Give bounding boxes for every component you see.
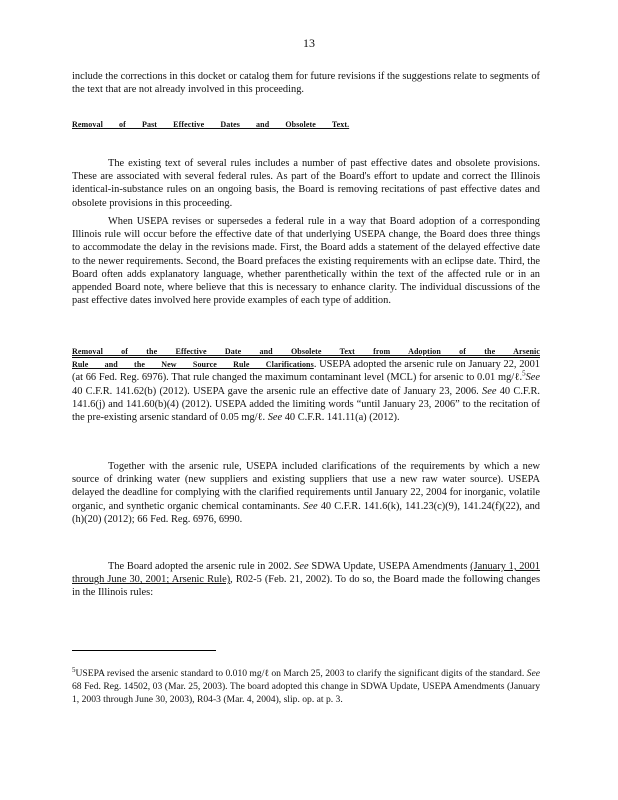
paragraph-arsenic-rule: Removal of the Effective Date and Obsolete Text from Adoption of the Arsenic Rule and the New Source Rule Clarifications. USEPA adopted the arsenic rule on January 22, 2001 (at 66 Fed. Reg. 6976). That rule changed the maximum contaminant level (MCL) for arsenic to 0.01 mg/ℓ.$^5$See 40 C.F.R. 141.62(b) (2012). USEPA gave the arsenic rule an effective date of January 23, 2006. See 40 C.F.R. 141.6(j) and 141.60(b)(4) (2012). USEPA added the limiting words “until January 23, 2006” to the recitation of the pre-existing arsenic standard of 0.05 mg/ℓ. See 40 C.F.R. 141.11(a) (2012).: [72, 347, 540, 424]
section-heading-arsenic-rule: Removal of the Effective Date and Obsolete Text from Adoption of the Arsenic Rule and the New Source Rule Clarifications: [72, 347, 540, 370]
section-heading-past-effective-dates: Removal of Past Effective Dates and Obsolete Text.: [72, 120, 350, 129]
footnote-number: 5: [72, 665, 76, 674]
heading-underline-rule: [72, 357, 540, 358]
footnote-separator: [72, 650, 216, 651]
footnote-reference: 5: [522, 369, 526, 378]
footnote: $^5$USEPA revised the arsenic standard to 0.010 mg/ℓ on March 25, 2003 to clarify the significant digits of the standard. See 68 Fed. Reg. 14502, 03 (Mar. 25, 2003). The board adopted this change in SDWA Update, USEPA Amendments (January 1, 2003 through June 30, 2003), R04-3 (Mar. 4, 2004), slip. op. at p. 3.: [72, 665, 540, 705]
paragraph-new-source-clarifications: Together with the arsenic rule, USEPA included clarifications of the requirements by which a new source of drinking water (new suppliers and existing suppliers that use a new raw water source). USEPA delayed the deadline for complying with the clarified requirements until January 22, 2004 for inorganic, volatile organic, and synthetic organic chemical contaminants. See 40 C.F.R. 141.6(k), 141.23(c)(9), 141.24(f)(22), and (h)(20) (2012); 66 Fed. Reg. 6976, 6990.: [72, 461, 541, 525]
paragraph-board-adopted: The Board adopted the arsenic rule in 2002. See SDWA Update, USEPA Amendments (January 1, 2001 through June 30, 2001; Arsenic Rule), R02-5 (Feb. 21, 2002). To do so, the Board made the following changes in the Illinois rules:: [72, 561, 541, 599]
paragraph-usepa-revises: When USEPA revises or supersedes a federal rule in a way that Board adoption of a corresponding Illinois rule will occur before the effective date of that underlying USEPA change, the Board does three things to accommodate the delay in the revisions made. First, the Board adds a statement of the delayed effective date to the newer requirements. Second, the Board prefaces the existing requirements with an eclipse date. Third, the Board often adds explanatory language, whether parenthetically within the text of the affected rule or in an appended Board note, where believe that this is necessary to enhance clarity. The individual discussions of the past effective dates involved here provide examples of each type of addition.: [72, 216, 540, 307]
page-number: 13: [303, 36, 315, 50]
intro-paragraph: include the corrections in this docket or catalog them for future revisions if the suggestions relate to segments of the text that are not already involved in this proceeding.: [72, 71, 540, 96]
paragraph-existing-text: The existing text of several rules includes a number of past effective dates and obsolete provisions. These are associated with several federal rules. As part of the Board's effort to update and correct the Illinois identical-in-substance rules on an ongoing basis, the Board is removing recitations of past effective dates and obsolete provisions in this proceeding.: [72, 158, 540, 209]
